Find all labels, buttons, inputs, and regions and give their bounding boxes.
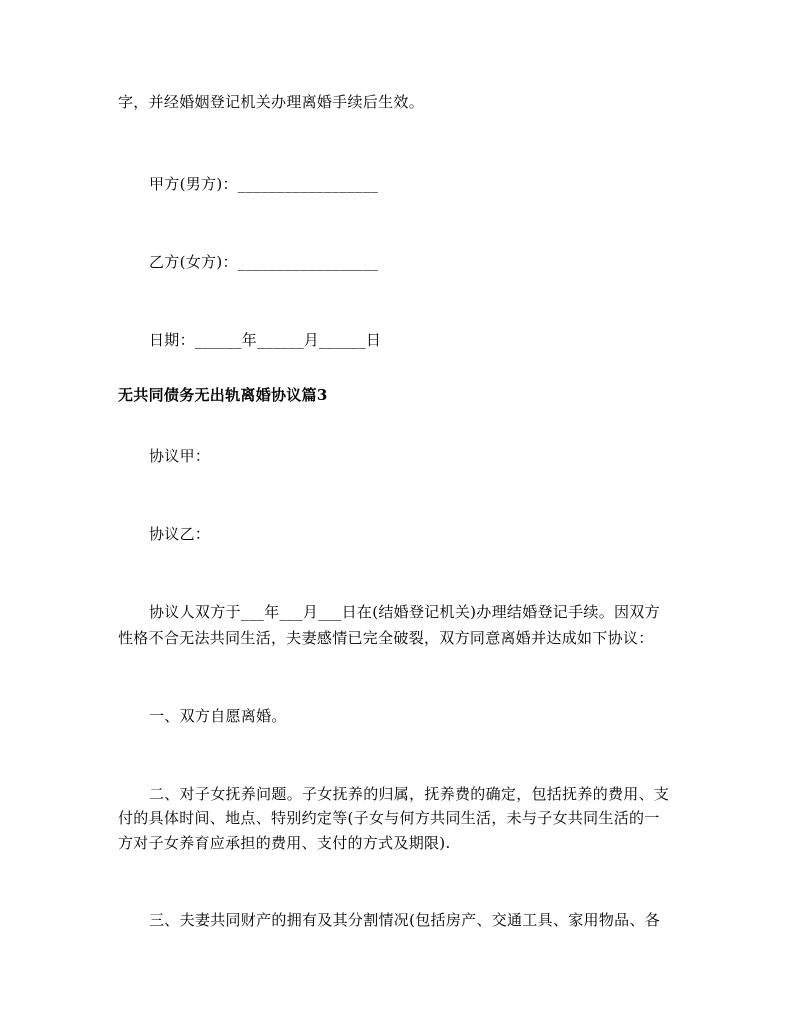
clause-3-line: 三、夫妻共同财产的拥有及其分割情况(包括房产、交通工具、家用物品、各	[149, 911, 661, 929]
paragraph-line: 性格不合无法共同生活，夫妻感情已完全破裂，双方同意离婚并达成如下协议：	[118, 629, 654, 647]
clause-2-line: 付的具体时间、地点、特别约定等(子女与何方共同生活，未与子女共同生活的一	[118, 809, 660, 827]
paragraph-line: 字，并经婚姻登记机关办理离婚手续后生效。	[118, 93, 425, 111]
party-b-label: 协议乙：	[149, 525, 211, 543]
signature-line-party-a: 甲方(男方)：__________________	[149, 175, 379, 193]
section-heading: 无共同债务无出轨离婚协议篇3	[118, 386, 328, 404]
clause-2-line: 二、对子女抚养问题。子女抚养的归属，抚养费的确定，包括抚养的费用、支	[149, 785, 670, 803]
signature-line-party-b: 乙方(女方)：__________________	[149, 253, 379, 271]
party-a-label: 协议甲：	[149, 447, 211, 465]
clause-1: 一、双方自愿离婚。	[149, 707, 287, 725]
date-line: 日期：______年______月______日	[149, 331, 382, 349]
clause-2-line: 方对子女养育应承担的费用、支付的方式及期限).	[118, 834, 451, 852]
paragraph-line: 协议人双方于___年___月___日在(结婚登记机关)办理结婚登记手续。因双方	[149, 603, 660, 621]
